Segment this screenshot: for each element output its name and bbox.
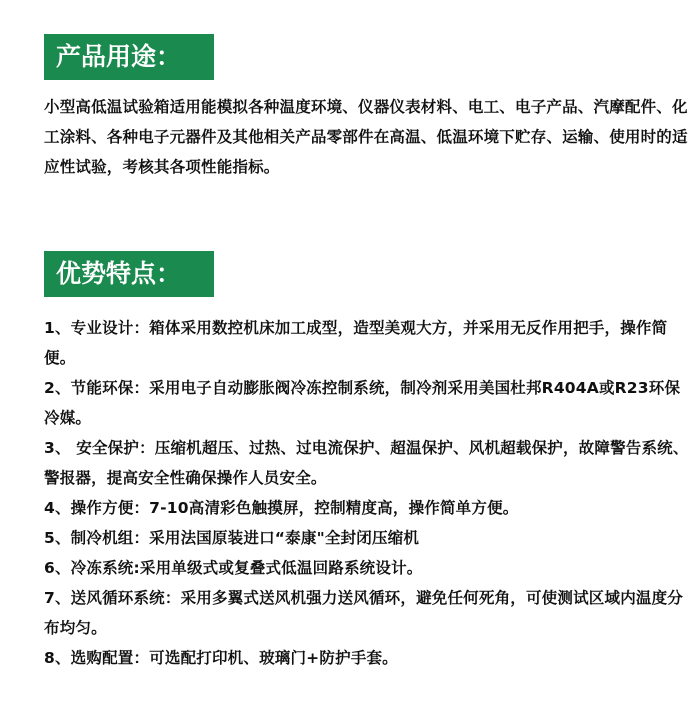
features-list (44, 313, 694, 673)
section-title-features: 优势特点： (44, 251, 214, 297)
feature-item-8: 8、选购配置：可选配打印机、玻璃门+防护手套。 (44, 649, 398, 667)
feature-item-6: 6、冷冻系统:采用单级式或复叠式低温回路系统设计。 (44, 559, 423, 577)
feature-item-3: 3、 安全保护：压缩机超压、过热、过电流保护、超温保护、风机超载保护，故障警告系统、警报器，提高安全性确保操作人员安全。 (44, 439, 689, 487)
feature-item-4: 4、操作方便：7-10高清彩色触摸屏，控制精度高，操作简单方便。 (44, 499, 519, 517)
feature-item-7: 7、送风循环系统：采用多翼式送风机强力送风循环，避免任何死角，可使测试区域内温度分布均匀。 (44, 589, 683, 637)
usage-description: 小型高低温试验箱适用能模拟各种温度环境、仪器仪表材料、电工、电子产品、汽摩配件、化工涂料、各种电子元器件及其他相关产品零部件在高温、低温环境下贮存、运输、使用时的适应性试验，考核其各项性能指标。 (44, 98, 688, 176)
section-title-usage: 产品用途： (44, 34, 214, 80)
feature-item-1: 1、专业设计：箱体采用数控机床加工成型，造型美观大方，并采用无反作用把手，操作简便。 (44, 319, 668, 367)
feature-item-2: 2、节能环保：采用电子自动膨胀阀冷冻控制系统，制冷剂采用美国杜邦R404A或R23环保冷媒。 (44, 379, 681, 427)
feature-item-5: 5、制冷机组：采用法国原装进口“泰康"全封闭压缩机 (44, 529, 420, 547)
